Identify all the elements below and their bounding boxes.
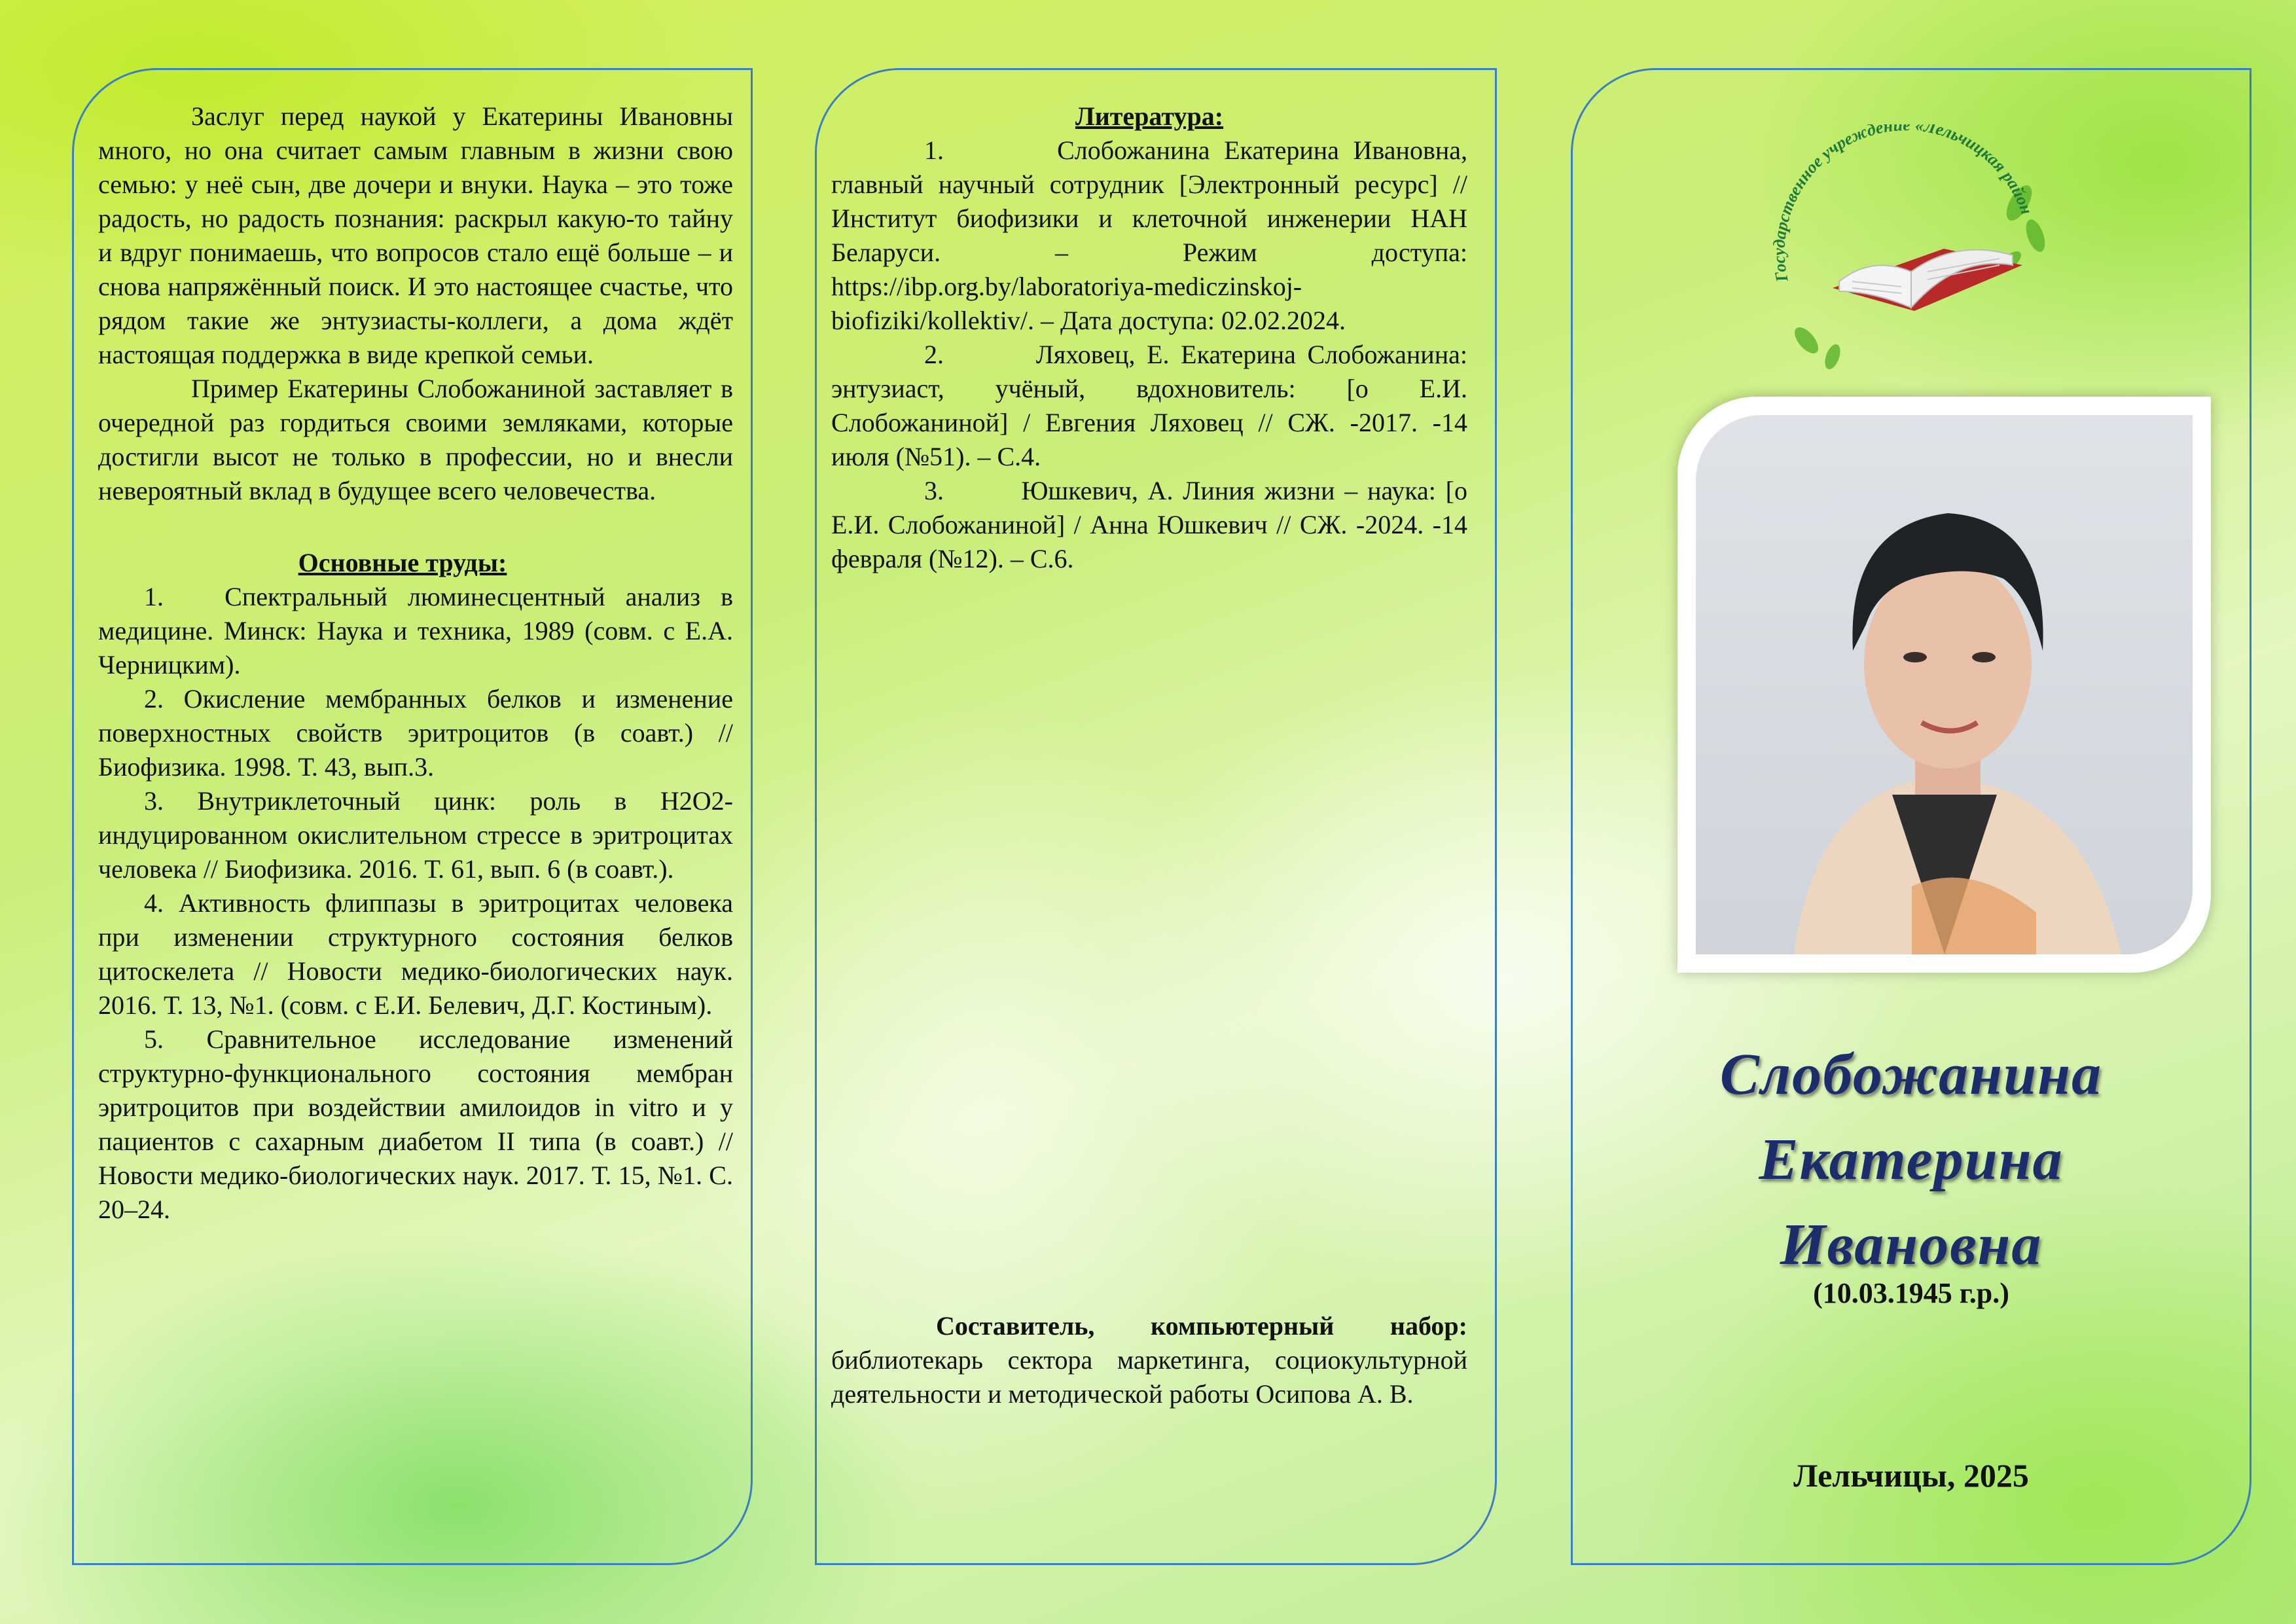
library-logo: [1761, 124, 2055, 373]
logo-arc-text: Государственное учреждение «Лельчицкая район: [1769, 124, 2037, 284]
work-item: 1. Спектральный люминесцентный анализ в медицине. Минск: Наука и техника, 1989 (совм. с Е.А. Черницким).: [98, 582, 733, 679]
place-year: Лельчицы, 2025: [1793, 1457, 2029, 1494]
portrait-photo: [1696, 415, 2193, 954]
literature-heading: Литература:: [1075, 101, 1224, 131]
middle-column: [831, 99, 1467, 576]
work-item: 2. Окисление мембранных белков и изменение поверхностных свойств эритроцитов (в соавт.) // Биофизика. 1998. Т. 43, вып.3.: [98, 684, 733, 782]
works-heading: Основные труды:: [298, 548, 507, 577]
work-item: 4. Активность флиппазы в эритроцитах человека при изменении структурного состояния белков цитоскелета // Новости медико-биологических наук. 2016. Т. 13, №1. (совм. с Е.И. Белевич, Д.Г. Костиным).: [98, 888, 733, 1020]
composer-label: Составитель, компьютерный набор:: [936, 1311, 1467, 1341]
work-item: 3. Внутриклеточный цинк: роль в H2O2-индуцированном окислительном стрессе в эритроцитах человека // Биофизика. 2016. Т. 61, вып. 6 (в соавт.).: [98, 786, 733, 884]
work-item: 5. Сравнительное исследование изменений структурно-функционального состояния мембран эритроцитов при воздействии амилоидов in vitro и у пациентов с сахарным диабетом II типа (в соавт.) // Новости медико-биологических наук. 2017. Т. 15, №1. С. 20–24.: [98, 1024, 733, 1224]
literature-item: 3. Юшкевич, А. Линия жизни – наука: [о Е.И. Слобожаниной] / Анна Юшкевич // СЖ. -2024. -14 февраля (№12). – С.6.: [831, 476, 1467, 573]
name-patronymic: Ивановна: [1780, 1212, 2043, 1277]
literature-item: 1. Слобожанина Екатерина Ивановна, главный научный сотрудник [Электронный ресурс] // Институт биофизики и клеточной инженерии НАН Беларуси. – Режим доступа: https://ibp.org.by/laboratoriya-mediczinskoj-biofiziki/kollektiv/. – Дата доступа: 02.02.2024.: [831, 135, 1467, 335]
intro-paragraph: Пример Екатерины Слобожаниной заставляет в очередной раз гордиться своими земляками, которые достигли высот не только в профессии, но и внесли невероятный вклад в будущее всего человечества.: [98, 374, 733, 505]
composer-text: библиотекарь сектора маркетинга, социокультурной деятельности и методической работы Осипова А. В.: [831, 1345, 1467, 1409]
name-first: Екатерина: [1759, 1127, 2064, 1192]
composer-credit: [831, 1309, 1467, 1411]
portrait-frame: [1677, 397, 2211, 973]
name-surname: Слобожанина: [1719, 1042, 2103, 1107]
literature-item: 2. Ляховец, Е. Екатерина Слобожанина: энтузиаст, учёный, вдохновитель: [о Е.И. Слобожаниной] / Евгения Ляховец // СЖ. -2017. -14 июля (№51). – С.4.: [831, 340, 1467, 471]
intro-paragraph: Заслуг перед наукой у Екатерины Ивановны много, но она считает самым главным в жизни свою семью: у неё сын, две дочери и внуки. Наука – это тоже радость, но радость познания: раскрыл какую-то тайну и вдруг понимаешь, что вопросов стало ещё больше – и снова напряжённый поиск. И это настоящее счастье, что рядом такие же энтузиасты-коллеги, а дома ждёт настоящая поддержка в виде крепкой семьи.: [98, 101, 733, 369]
birth-date: (10.03.1945 г.р.): [1813, 1277, 2009, 1309]
left-column: [98, 99, 733, 1227]
